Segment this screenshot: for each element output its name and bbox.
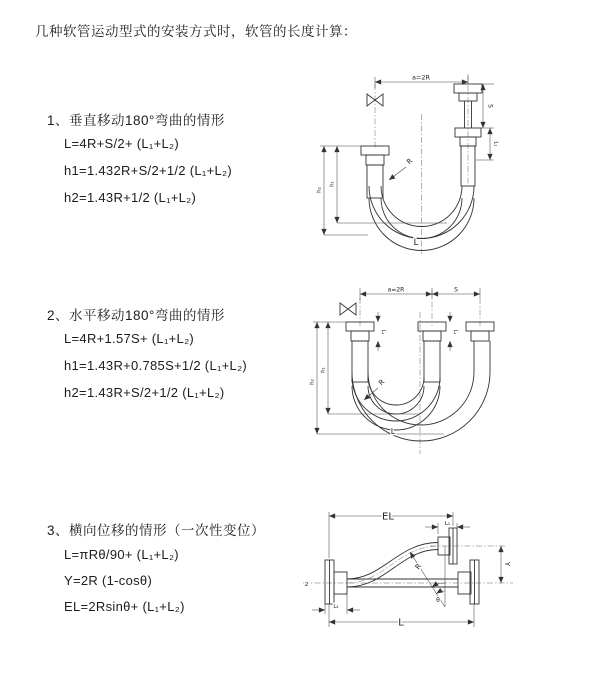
hose-drawing <box>325 528 479 604</box>
section3-formula-Y: Y=2R (1-cosθ) <box>64 573 153 588</box>
section1-formula-h2: h2=1.43R+1/2 (L₁+L₂) <box>64 190 197 205</box>
dimensions <box>305 512 511 629</box>
section3-heading: 3、横向位移的情形（一次性变位） <box>47 523 266 538</box>
axis-mark-z: z <box>305 580 309 588</box>
diagram-lateral-displacement <box>298 500 598 652</box>
section1-formula-h1: h1=1.432R+S/2+1/2 (L₁+L₂) <box>64 163 232 178</box>
dim-label-el: EL <box>382 511 394 523</box>
dimensions <box>317 74 499 249</box>
dim-label-s: S <box>486 104 494 108</box>
length-label: L <box>390 427 396 436</box>
page-title: 几种软管运动型式的安装方式时，软管的长度计算： <box>35 24 357 39</box>
section1-heading: 1、垂直移动180°弯曲的情形 <box>47 113 225 128</box>
angle-label-theta: θ <box>436 597 440 604</box>
section2-formula-h2: h2=1.43R+S/2+1/2 (L₁+L₂) <box>64 385 225 400</box>
diagram-horizontal-180-bend <box>308 282 593 462</box>
dim-label-h2: h₂ <box>316 187 323 193</box>
radius-label: R <box>405 156 415 167</box>
dim-label-l2: L₂ <box>333 604 339 610</box>
length-label: L <box>413 238 419 248</box>
dim-label-l1: L₁ <box>492 141 499 147</box>
radius-label: R <box>377 377 387 388</box>
section3-formula-L: L=πRθ/90+ (L₁+L₂) <box>64 547 179 562</box>
dim-label-h1: h₁ <box>320 367 327 373</box>
dim-label-h2: h₂ <box>309 379 316 385</box>
dim-label-y: Y <box>503 561 511 567</box>
section2-heading: 2、水平移动180°弯曲的情形 <box>47 308 225 323</box>
centerlines <box>303 546 513 583</box>
dim-label-h1: h₁ <box>329 181 336 187</box>
dim-label-s: S <box>454 286 458 294</box>
diagram-vertical-180-bend <box>315 68 580 260</box>
hose-drawing <box>340 303 494 441</box>
dim-label-l: L <box>398 617 404 629</box>
dim-label-l1-middle: L₁ <box>452 329 458 335</box>
radius-label: R <box>413 562 424 572</box>
section2-formula-L: L=4R+1.57S+ (L₁+L₂) <box>64 331 195 346</box>
section1-formula-L: L=4R+S/2+ (L₁+L₂) <box>64 136 179 151</box>
section3-formula-EL: EL=2Rsinθ+ (L₁+L₂) <box>64 599 185 614</box>
dim-label-l1: L₁ <box>444 521 451 527</box>
section2-formula-h1: h1=1.43R+0.785S+1/2 (L₁+L₂) <box>64 358 248 373</box>
dim-label-a2r: a=2R <box>387 286 405 294</box>
dim-label-l1-left: L₁ <box>380 329 386 335</box>
valve-icon <box>340 303 356 315</box>
dim-label-a2r: a=2R <box>411 73 431 82</box>
